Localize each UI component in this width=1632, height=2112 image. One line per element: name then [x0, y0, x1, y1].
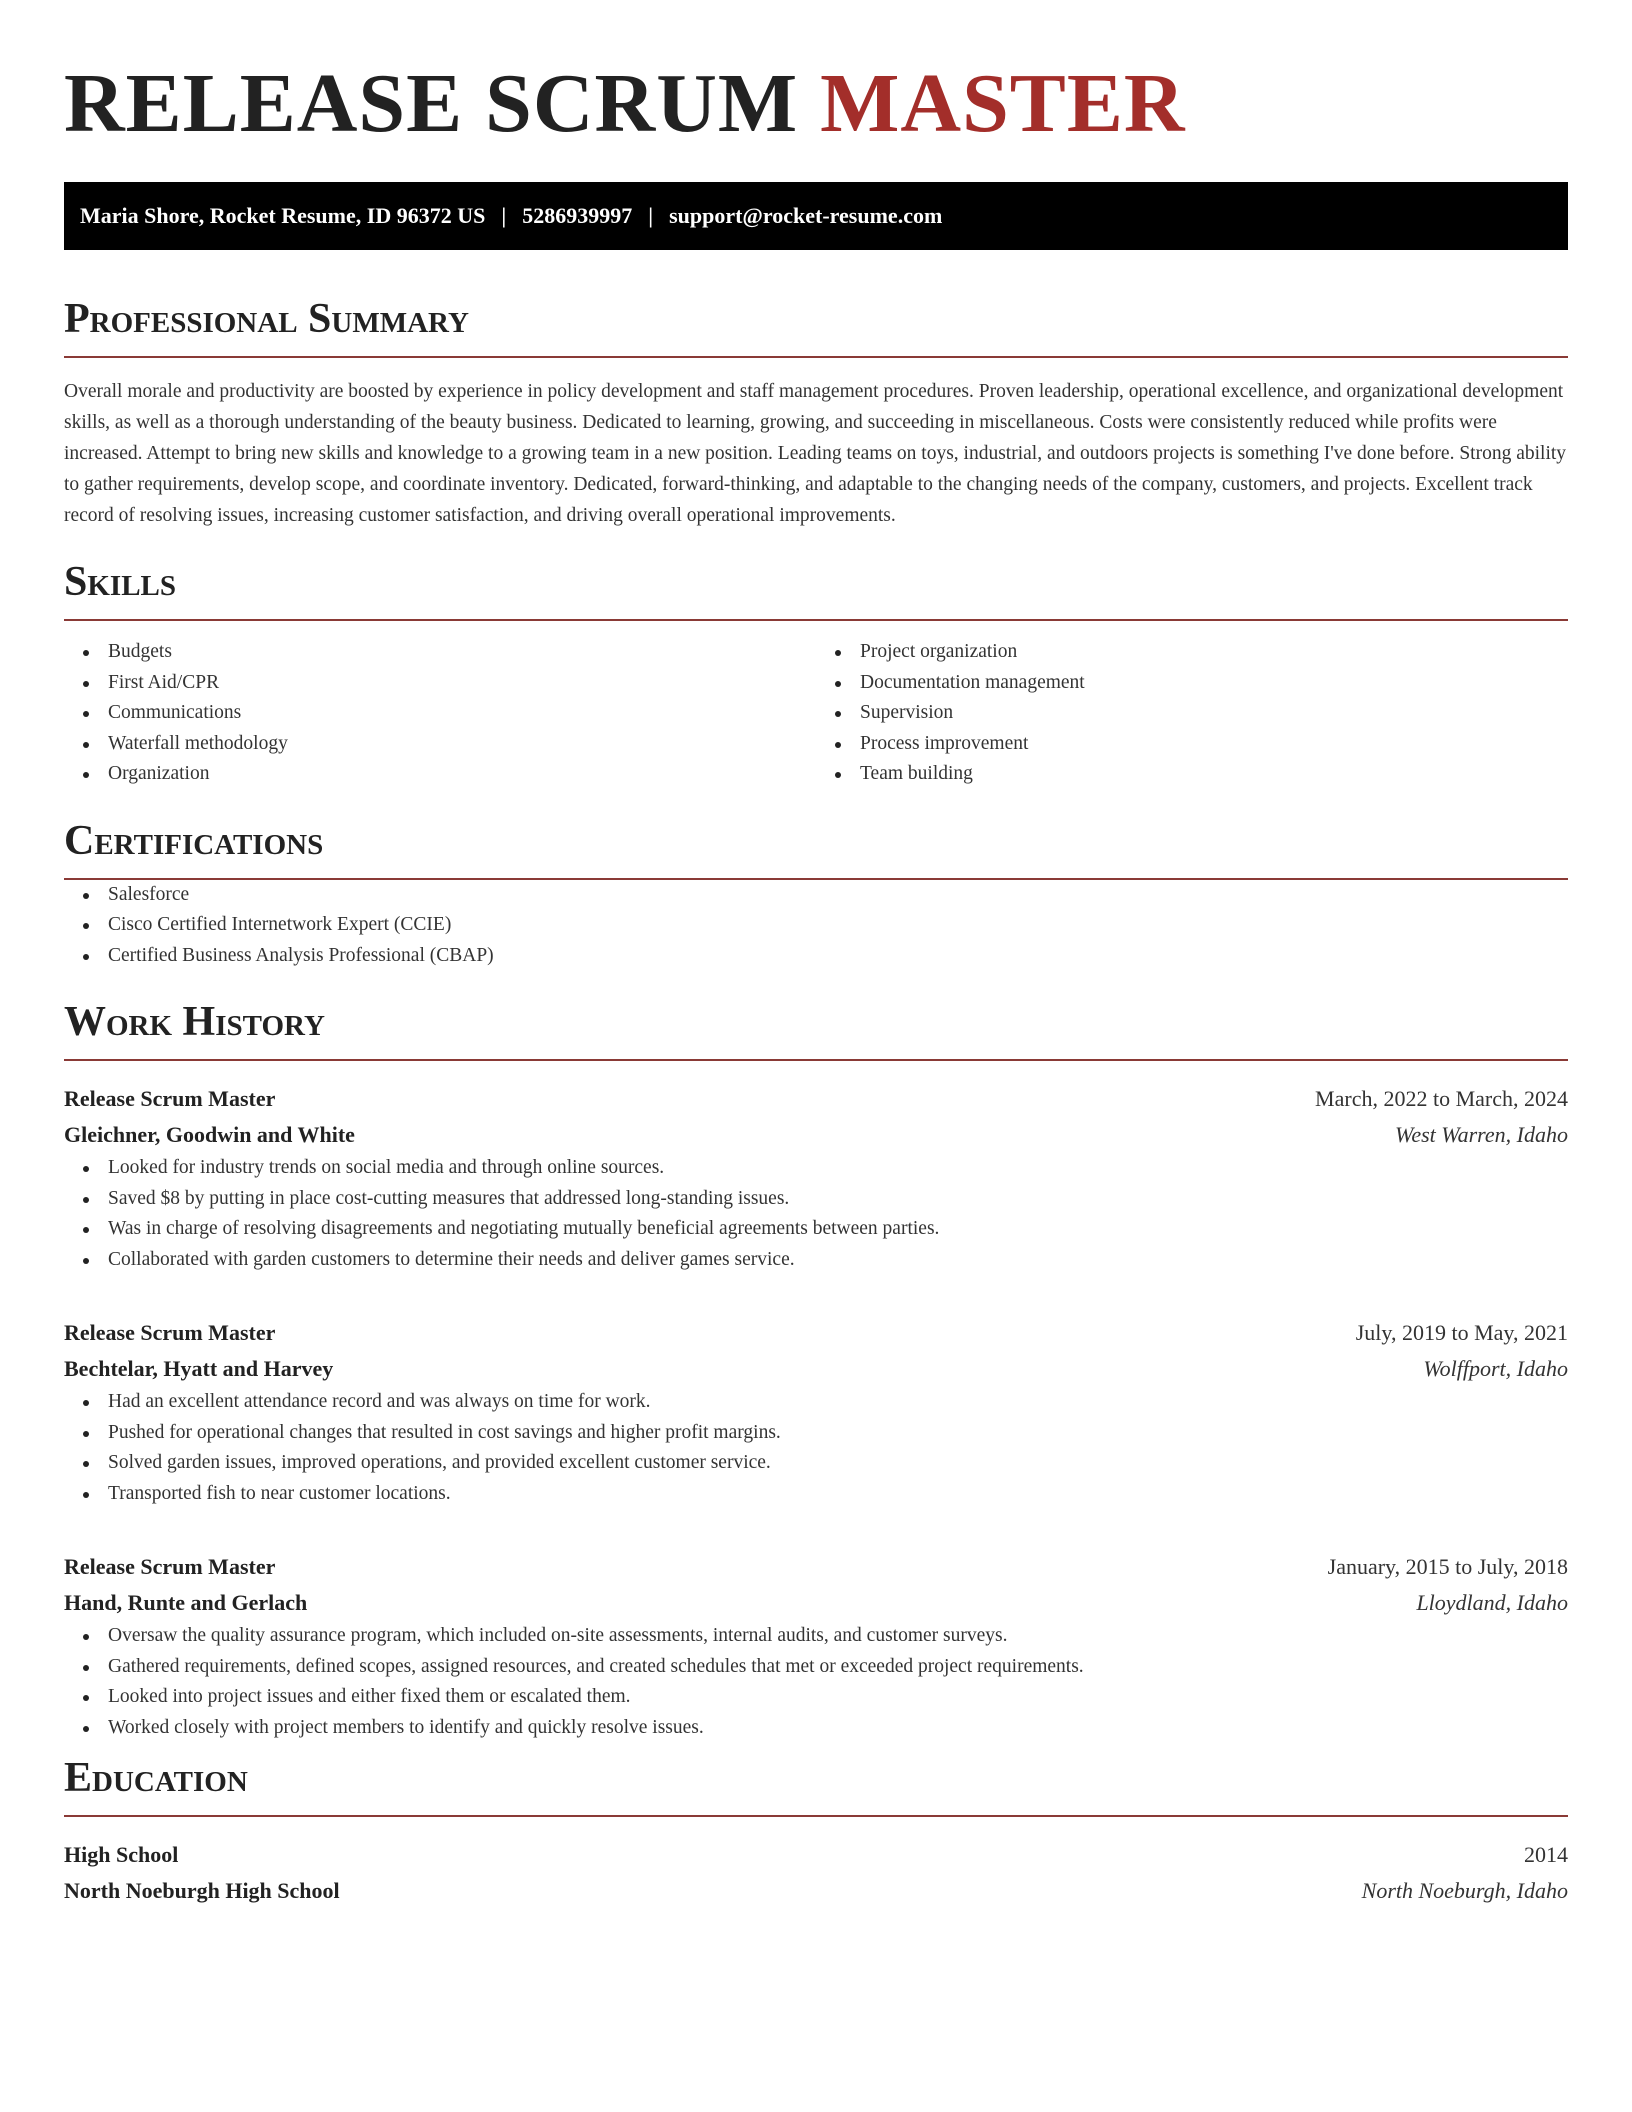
education-location: North Noeburgh, Idaho	[1361, 1878, 1568, 1903]
job-title-row	[64, 1549, 1568, 1585]
skill-item: Organization	[64, 759, 816, 790]
job-bullet: Collaborated with garden customers to determine their needs and deliver games service.	[64, 1245, 1568, 1276]
education-school-row	[64, 1873, 1568, 1909]
skills-grid	[64, 637, 1568, 790]
job-entry	[64, 1081, 1568, 1275]
job-location: Wolffport, Idaho	[1423, 1356, 1568, 1381]
skills-section	[64, 557, 1568, 790]
job-dates: January, 2015 to July, 2018	[1327, 1554, 1568, 1579]
skill-item: Waterfall methodology	[64, 729, 816, 760]
job-bullets	[64, 1153, 1568, 1275]
job-bullet: Worked closely with project members to identify and quickly resolve issues.	[64, 1713, 1568, 1744]
job-dates: March, 2022 to March, 2024	[1315, 1086, 1568, 1111]
skill-item: Communications	[64, 698, 816, 729]
contact-separator: |	[501, 203, 507, 228]
skill-item: First Aid/CPR	[64, 668, 816, 699]
summary-text: Overall morale and productivity are boosted by experience in policy development and staff management procedures. Proven leadership, operational excellence, and organizational development skills, as well as a thorough understanding of the beauty business. Dedicated to learning, growing, and succeeding in miscellaneous. Costs were consistently reduced while profits were increased. Attempt to bring new skills and knowledge to a growing team in a new position. Leading teams on toys, industrial, and outdoors projects is something I've done before. Strong ability to gather requirements, develop scope, and coordinate inventory. Dedicated, forward-thinking, and adaptable to the changing needs of the company, customers, and projects. Excellent track record of resolving issues, increasing customer satisfaction, and driving overall operational improvements.	[64, 381, 1567, 526]
job-bullet: Looked into project issues and either fixed them or escalated them.	[64, 1682, 1568, 1713]
job-entry	[64, 1549, 1568, 1743]
education-school: North Noeburgh High School	[64, 1878, 340, 1903]
education-year: 2014	[1524, 1842, 1568, 1867]
job-company: Hand, Runte and Gerlach	[64, 1590, 308, 1615]
skills-list-left	[64, 637, 816, 790]
job-entry	[64, 1315, 1568, 1509]
job-company-row	[64, 1585, 1568, 1621]
job-bullet: Gathered requirements, defined scopes, assigned resources, and created schedules that met or exceeded project requirements.	[64, 1652, 1568, 1683]
summary-section	[64, 294, 1568, 531]
contact-bar	[64, 182, 1568, 250]
education-section	[64, 1753, 1568, 1909]
education-degree-row	[64, 1837, 1568, 1873]
job-title: Release Scrum Master	[64, 1320, 276, 1345]
job-bullet: Solved garden issues, improved operations, and provided excellent customer service.	[64, 1448, 1568, 1479]
job-bullet: Pushed for operational changes that resulted in cost savings and higher profit margins.	[64, 1418, 1568, 1449]
resume-title	[64, 58, 1568, 150]
skill-item: Project organization	[816, 637, 1568, 668]
job-company-row	[64, 1351, 1568, 1387]
skills-heading: Skills	[64, 557, 1568, 621]
job-bullets	[64, 1387, 1568, 1509]
job-bullet: Had an excellent attendance record and was always on time for work.	[64, 1387, 1568, 1418]
certification-item: Salesforce	[64, 880, 1568, 911]
job-bullets	[64, 1621, 1568, 1743]
job-bullet: Looked for industry trends on social media and through online sources.	[64, 1153, 1568, 1184]
skills-list-right	[816, 637, 1568, 790]
summary-heading: Professional Summary	[64, 294, 1568, 358]
job-title-row	[64, 1081, 1568, 1117]
job-location: West Warren, Idaho	[1395, 1122, 1568, 1147]
education-degree: High School	[64, 1842, 179, 1867]
skill-item: Budgets	[64, 637, 816, 668]
job-title-row	[64, 1315, 1568, 1351]
contact-address: Maria Shore, Rocket Resume, ID 96372 US	[80, 203, 486, 228]
title-main: RELEASE SCRUM	[64, 57, 799, 150]
skill-item: Supervision	[816, 698, 1568, 729]
contact-separator: |	[648, 203, 654, 228]
work-history-section	[64, 997, 1568, 1743]
contact-email[interactable]: support@rocket-resume.com	[669, 203, 943, 228]
skill-item: Process improvement	[816, 729, 1568, 760]
certifications-heading: Certifications	[64, 816, 1568, 880]
job-location: Lloydland, Idaho	[1416, 1590, 1568, 1615]
certifications-section	[64, 816, 1568, 972]
job-company: Bechtelar, Hyatt and Harvey	[64, 1356, 334, 1381]
education-heading: Education	[64, 1753, 1568, 1817]
job-bullet: Oversaw the quality assurance program, which included on-site assessments, internal audits, and customer surveys.	[64, 1621, 1568, 1652]
contact-phone: 5286939997	[522, 203, 633, 228]
job-bullet: Transported fish to near customer locations.	[64, 1479, 1568, 1510]
job-company-row	[64, 1117, 1568, 1153]
certifications-list	[64, 880, 1568, 972]
job-dates: July, 2019 to May, 2021	[1355, 1320, 1568, 1345]
education-entry	[64, 1837, 1568, 1909]
certification-item: Certified Business Analysis Professional (CBAP)	[64, 941, 1568, 972]
work-history-heading: Work History	[64, 997, 1568, 1061]
title-accent: MASTER	[820, 57, 1186, 150]
job-bullet: Saved $8 by putting in place cost-cutting measures that addressed long-standing issues.	[64, 1184, 1568, 1215]
skill-item: Team building	[816, 759, 1568, 790]
job-company: Gleichner, Goodwin and White	[64, 1122, 355, 1147]
job-title: Release Scrum Master	[64, 1554, 276, 1579]
job-bullet: Was in charge of resolving disagreements and negotiating mutually beneficial agreements between parties.	[64, 1214, 1568, 1245]
job-title: Release Scrum Master	[64, 1086, 276, 1111]
skill-item: Documentation management	[816, 668, 1568, 699]
certification-item: Cisco Certified Internetwork Expert (CCIE)	[64, 910, 1568, 941]
